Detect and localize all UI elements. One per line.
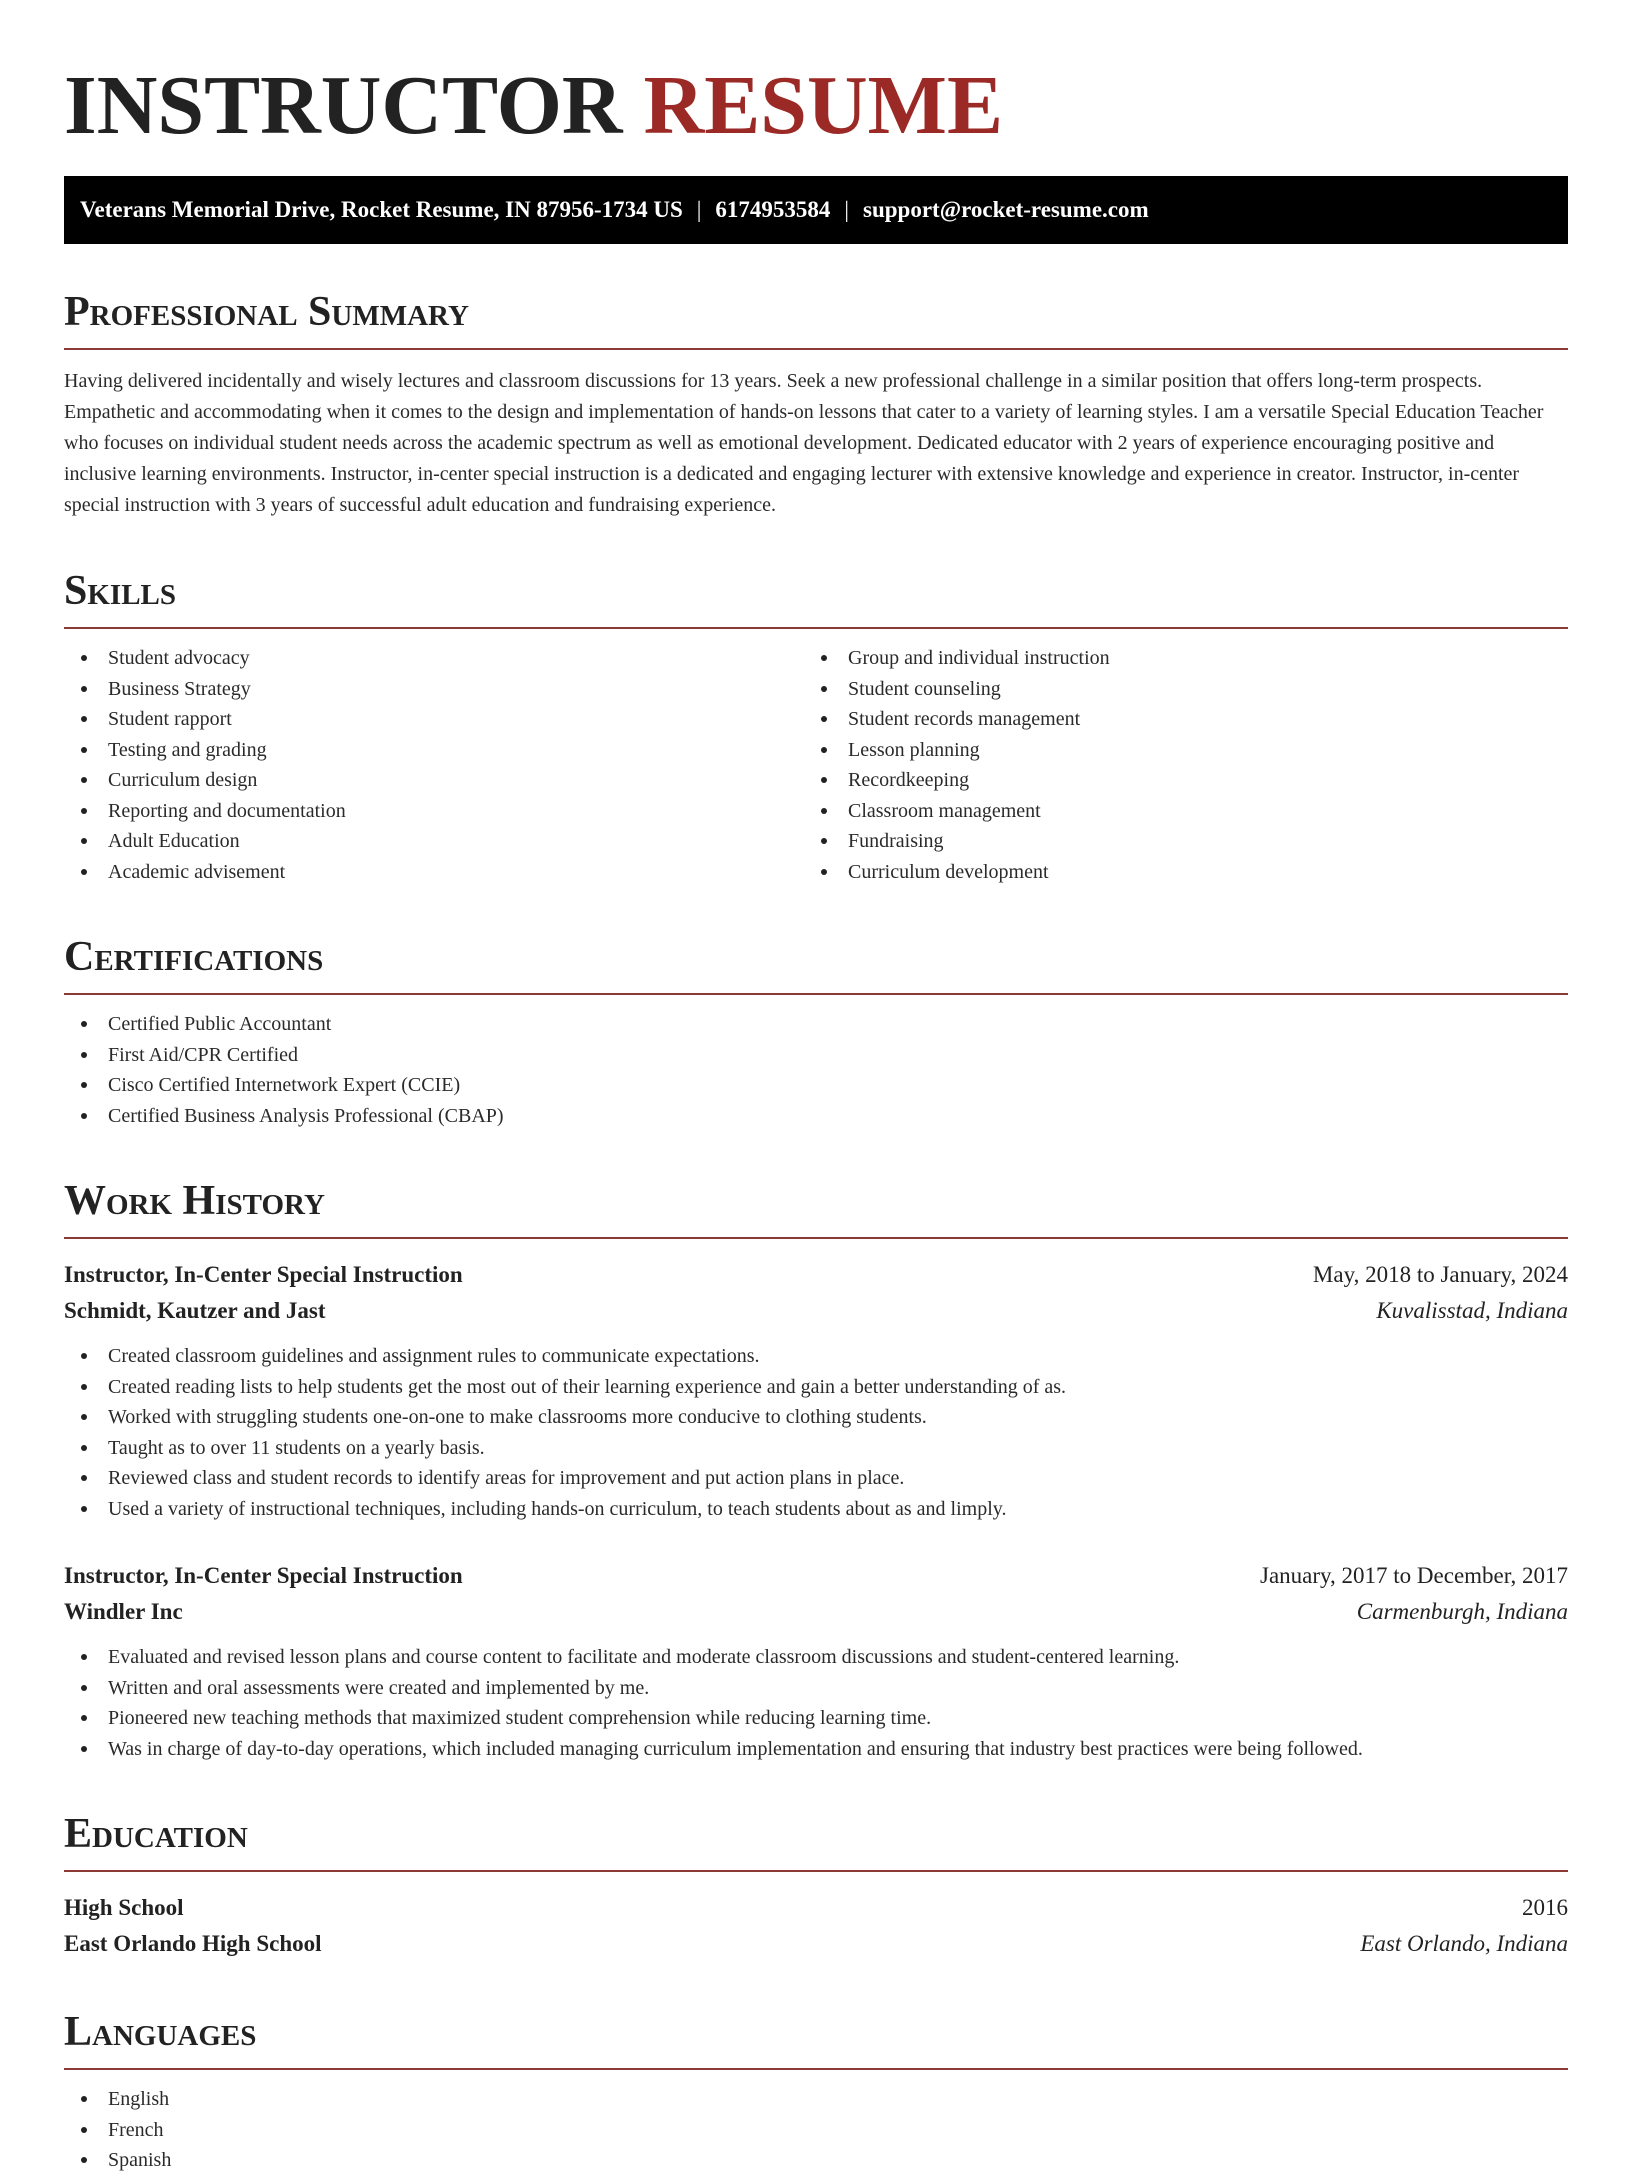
certifications-list [64, 1009, 1568, 1131]
contact-address: Veterans Memorial Drive, Rocket Resume, IN 87956-1734 US [80, 197, 683, 222]
contact-phone: 6174953584 [715, 197, 831, 222]
skills-section [64, 567, 1568, 887]
summary-heading: Professional Summary [64, 288, 1568, 350]
title-main: INSTRUCTOR [64, 59, 623, 152]
job-entry [64, 1558, 1568, 1764]
job-duty: Worked with struggling students one-on-one to make classrooms more conducive to clothing students. [64, 1402, 1568, 1433]
education-year: 2016 [1522, 1895, 1568, 1920]
job-company: Windler Inc [64, 1599, 183, 1624]
skill-item: Testing and grading [64, 735, 804, 766]
education-heading: Education [64, 1810, 1568, 1872]
contact-separator: | [844, 197, 850, 222]
job-entry [64, 1257, 1568, 1524]
skill-item: Student records management [804, 704, 1544, 735]
skill-item: Recordkeeping [804, 765, 1544, 796]
certifications-section [64, 933, 1568, 1131]
education-location: East Orlando, Indiana [1360, 1931, 1568, 1956]
certification-item: Cisco Certified Internetwork Expert (CCIE) [64, 1070, 1568, 1101]
contact-separator: | [696, 197, 702, 222]
job-duties [64, 1341, 1568, 1524]
contact-email: support@rocket-resume.com [863, 197, 1149, 222]
certification-item: Certified Public Accountant [64, 1009, 1568, 1040]
education-degree: High School [64, 1895, 184, 1920]
skill-item: Curriculum development [804, 857, 1544, 888]
skill-item: Lesson planning [804, 735, 1544, 766]
job-company: Schmidt, Kautzer and Jast [64, 1298, 326, 1323]
job-duty: Written and oral assessments were created and implemented by me. [64, 1673, 1568, 1704]
skills-list-right [804, 643, 1544, 887]
languages-heading: Languages [64, 2008, 1568, 2070]
job-duty: Created reading lists to help students get the most out of their learning experience and gain a better understanding of as. [64, 1372, 1568, 1403]
job-dates: May, 2018 to January, 2024 [1312, 1262, 1568, 1287]
education-section [64, 1810, 1568, 1962]
certification-item: First Aid/CPR Certified [64, 1040, 1568, 1071]
page-title [64, 0, 1568, 156]
job-duty: Pioneered new teaching methods that maximized student comprehension while reducing learning time. [64, 1703, 1568, 1734]
language-item: French [64, 2115, 1568, 2146]
skill-item: Classroom management [804, 796, 1544, 827]
certifications-heading: Certifications [64, 933, 1568, 995]
summary-text: Having delivered incidentally and wisely lectures and classroom discussions for 13 years. Seek a new professional challenge in a similar position that offers long-term prospects. Empathetic and accommodating when it comes to the design and implementation of hands-on lessons that cater to a variety of learning styles. I am a versatile Special Education Teacher who focuses on individual student needs across the academic spectrum as well as emotional development. Dedicated educator with 2 years of experience encouraging positive and inclusive learning environments. Instructor, in-center special instruction is a dedicated and engaging lecturer with extensive knowledge and experience in creator. Instructor, in-center special instruction with 3 years of successful adult education and fundraising experience. [64, 370, 1544, 516]
job-duties [64, 1642, 1568, 1764]
education-school: East Orlando High School [64, 1931, 322, 1956]
job-duty: Taught as to over 11 students on a yearly basis. [64, 1433, 1568, 1464]
skill-item: Group and individual instruction [804, 643, 1544, 674]
job-location: Carmenburgh, Indiana [1356, 1599, 1568, 1624]
title-accent: RESUME [643, 59, 1003, 152]
skill-item: Student rapport [64, 704, 804, 735]
education-entry [64, 1890, 1568, 1962]
work-history-heading: Work History [64, 1177, 1568, 1239]
job-dates: January, 2017 to December, 2017 [1260, 1563, 1568, 1588]
certification-item: Certified Business Analysis Professional (CBAP) [64, 1101, 1568, 1132]
job-duty: Was in charge of day-to-day operations, which included managing curriculum implementation and ensuring that industry best practices were being followed. [64, 1734, 1568, 1765]
summary-section [64, 288, 1568, 521]
skill-item: Student advocacy [64, 643, 804, 674]
job-title: Instructor, In-Center Special Instruction [64, 1563, 463, 1588]
skill-item: Fundraising [804, 826, 1544, 857]
contact-bar [64, 176, 1568, 244]
skill-item: Academic advisement [64, 857, 804, 888]
languages-section [64, 2008, 1568, 2176]
job-duty: Used a variety of instructional techniques, including hands-on curriculum, to teach students about as and limply. [64, 1494, 1568, 1525]
skills-list-left [64, 643, 804, 887]
skill-item: Business Strategy [64, 674, 804, 705]
skill-item: Adult Education [64, 826, 804, 857]
job-duty: Reviewed class and student records to identify areas for improvement and put action plans in place. [64, 1463, 1568, 1494]
skill-item: Curriculum design [64, 765, 804, 796]
skill-item: Student counseling [804, 674, 1544, 705]
job-title: Instructor, In-Center Special Instruction [64, 1262, 463, 1287]
work-history-section [64, 1177, 1568, 1764]
resume-page [64, 0, 1568, 2176]
job-location: Kuvalisstad, Indiana [1376, 1298, 1568, 1323]
languages-list [64, 2084, 1568, 2176]
language-item: Spanish [64, 2145, 1568, 2176]
language-item: English [64, 2084, 1568, 2115]
job-duty: Created classroom guidelines and assignment rules to communicate expectations. [64, 1341, 1568, 1372]
skills-heading: Skills [64, 567, 1568, 629]
job-duty: Evaluated and revised lesson plans and course content to facilitate and moderate classroom discussions and student-centered learning. [64, 1642, 1568, 1673]
skill-item: Reporting and documentation [64, 796, 804, 827]
skills-grid [64, 629, 1568, 887]
